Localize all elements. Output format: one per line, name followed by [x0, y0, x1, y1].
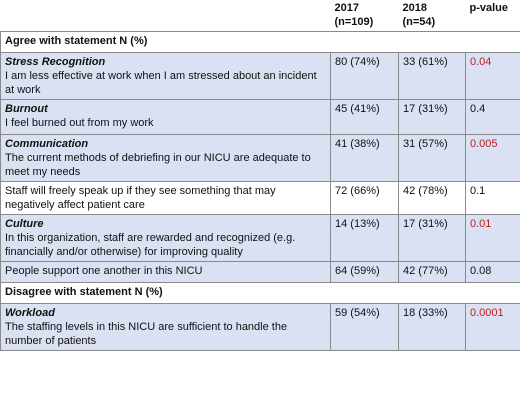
table-row	[1, 53, 520, 100]
table-row	[1, 304, 520, 351]
value-2017: 59 (54%)	[331, 304, 399, 351]
p-value: 0.04	[466, 53, 520, 100]
p-value: 0.1	[466, 182, 520, 215]
value-2018: 17 (31%)	[399, 215, 466, 262]
value-2018: 42 (77%)	[399, 262, 466, 283]
statement-cell	[1, 100, 331, 135]
value-2017: 41 (38%)	[331, 135, 399, 182]
value-2018: 18 (33%)	[399, 304, 466, 351]
value-2017: 72 (66%)	[331, 182, 399, 215]
p-value: 0.0001	[466, 304, 520, 351]
value-2018: 31 (57%)	[399, 135, 466, 182]
table-header-row	[1, 0, 520, 32]
category-label: Communication	[5, 138, 89, 150]
value-2017: 14 (13%)	[331, 215, 399, 262]
statement-cell	[1, 135, 331, 182]
statement-text: I am less effective at work when I am stressed about an incident at work	[5, 70, 317, 96]
category-label: Stress Recognition	[5, 56, 106, 68]
table-row	[1, 100, 520, 135]
table-row	[1, 215, 520, 262]
section-agree-row	[1, 32, 520, 53]
statement-text: Staff will freely speak up if they see something that may negatively affect patient care	[1, 182, 331, 215]
value-2017: 80 (74%)	[331, 53, 399, 100]
category-label: Workload	[5, 307, 55, 319]
value-2018: 33 (61%)	[399, 53, 466, 100]
header-p-value: p-value	[466, 0, 520, 32]
category-label: Culture	[5, 218, 44, 230]
header-2018: 2018 (n=54)	[399, 0, 466, 32]
statement-text: The staffing levels in this NICU are sufficient to handle the number of patients	[5, 321, 288, 347]
table-row	[1, 262, 520, 283]
table-row	[1, 182, 520, 215]
header-blank	[1, 0, 331, 32]
category-label: Burnout	[5, 103, 48, 115]
statement-cell	[1, 304, 331, 351]
statement-cell	[1, 215, 331, 262]
p-value: 0.4	[466, 100, 520, 135]
value-2017: 45 (41%)	[331, 100, 399, 135]
section-agree-label: Agree with statement N (%)	[1, 32, 520, 53]
value-2017: 64 (59%)	[331, 262, 399, 283]
statement-text: The current methods of debriefing in our NICU are adequate to meet my needs	[5, 152, 311, 178]
section-disagree-row	[1, 283, 520, 304]
p-value: 0.08	[466, 262, 520, 283]
p-value: 0.005	[466, 135, 520, 182]
p-value: 0.01	[466, 215, 520, 262]
value-2018: 42 (78%)	[399, 182, 466, 215]
statement-text: People support one another in this NICU	[1, 262, 331, 283]
table-row	[1, 135, 520, 182]
header-2017: 2017 (n=109)	[331, 0, 399, 32]
statement-text: In this organization, staff are rewarded and recognized (e.g. financially and/or otherwise) for improving quality	[5, 232, 296, 258]
statement-cell	[1, 53, 331, 100]
value-2018: 17 (31%)	[399, 100, 466, 135]
section-disagree-label: Disagree with statement N (%)	[1, 283, 520, 304]
statement-text: I feel burned out from my work	[5, 117, 154, 129]
